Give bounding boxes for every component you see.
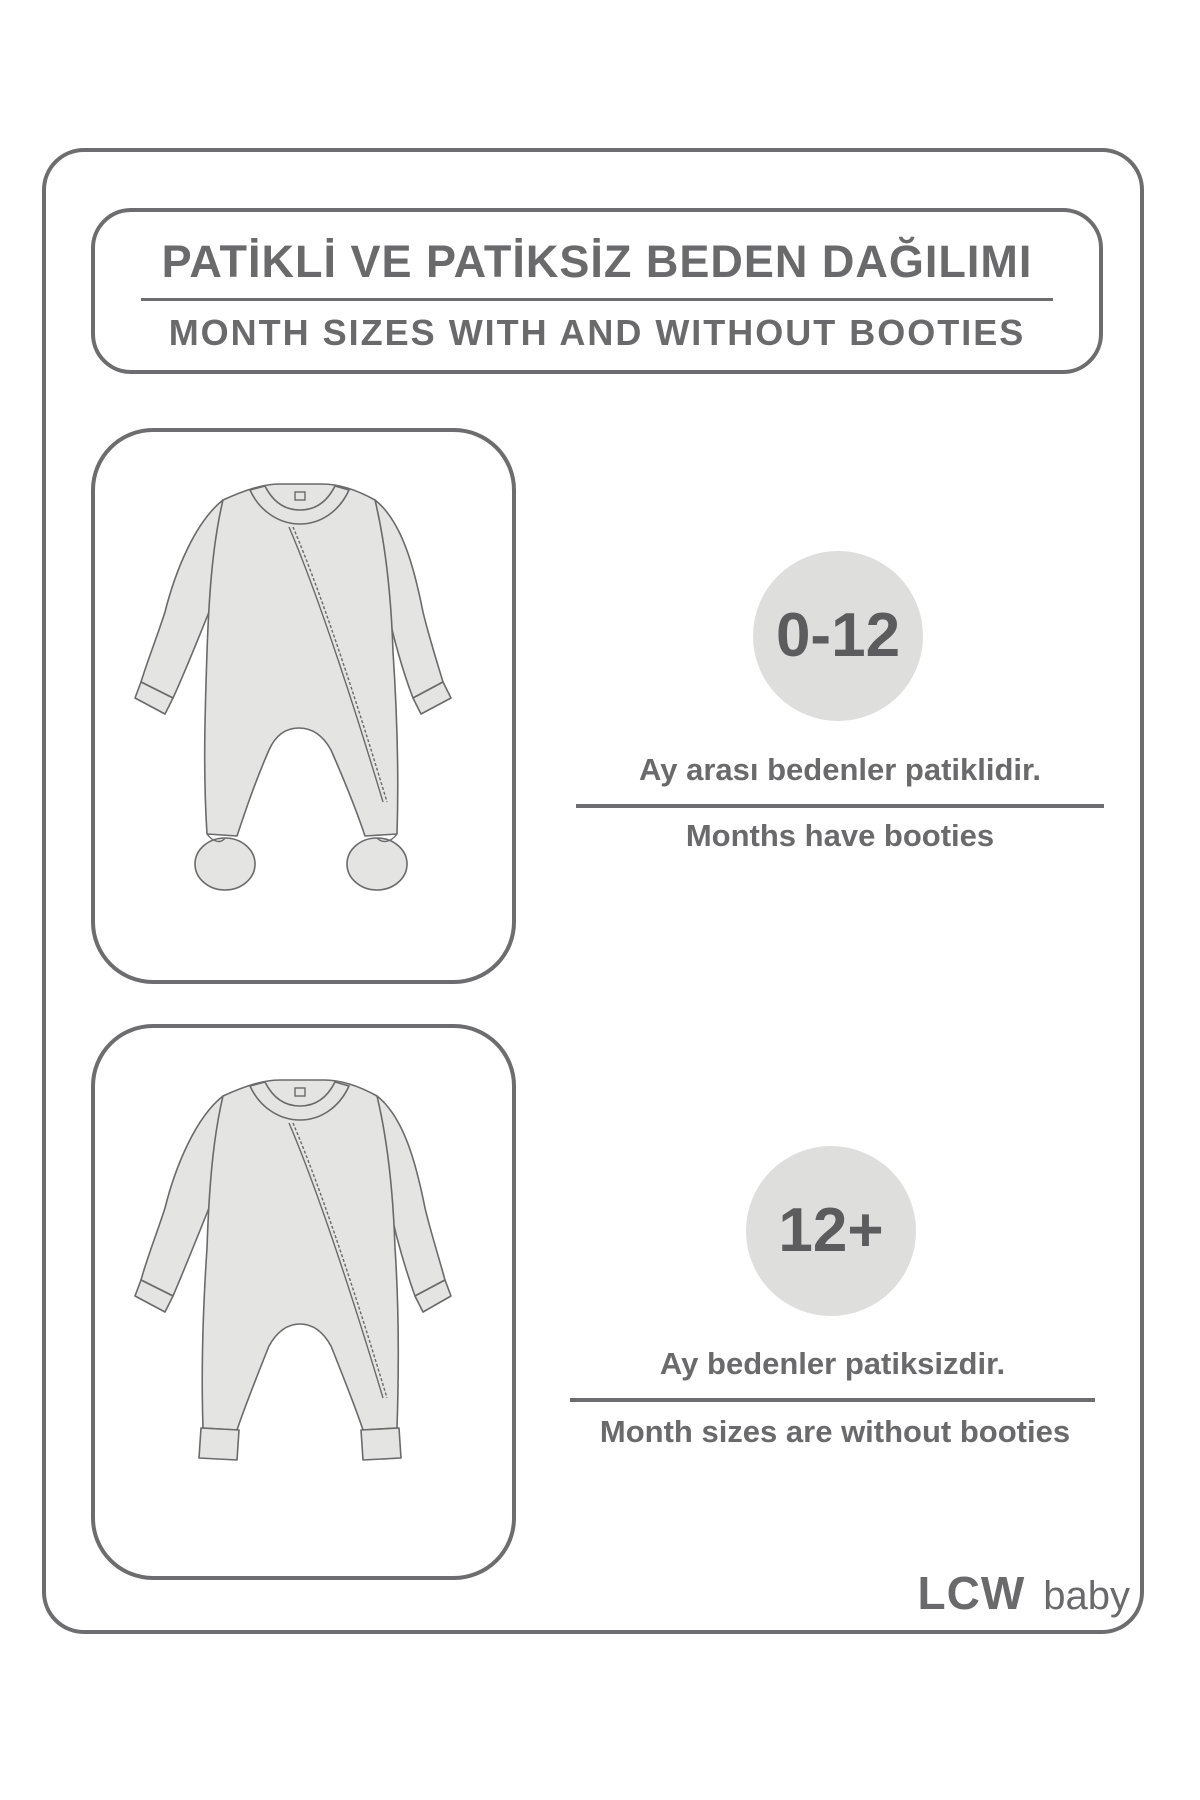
booties-text-turkish: Ay arası bedenler patiklidir. [638,752,1042,787]
footed-sleepsuit-icon [95,432,512,980]
brand-name: LCW [917,1567,1026,1619]
size-badge-0-12: 0-12 [753,551,923,721]
brand-sub: baby [1043,1574,1130,1618]
no-booties-text-english: Month sizes are without booties [599,1414,1071,1449]
title-turkish: PATİKLİ VE PATİKSİZ BEDEN DAĞILIMI [161,236,1033,287]
footless-sleepsuit-icon [95,1028,512,1576]
section-divider [576,804,1104,808]
section-divider [570,1398,1095,1402]
size-badge-12-plus: 12+ [746,1146,916,1316]
booties-text-english: Months have booties [685,818,995,853]
garment-card-with-booties [91,428,516,984]
brand-logo [918,1566,1131,1620]
no-booties-text-turkish: Ay bedenler patiksizdir. [659,1346,1006,1381]
title-english: MONTH SIZES WITH AND WITHOUT BOOTIES [168,312,1026,353]
garment-card-without-booties [91,1024,516,1580]
title-divider [141,298,1053,301]
title-box [91,208,1103,374]
